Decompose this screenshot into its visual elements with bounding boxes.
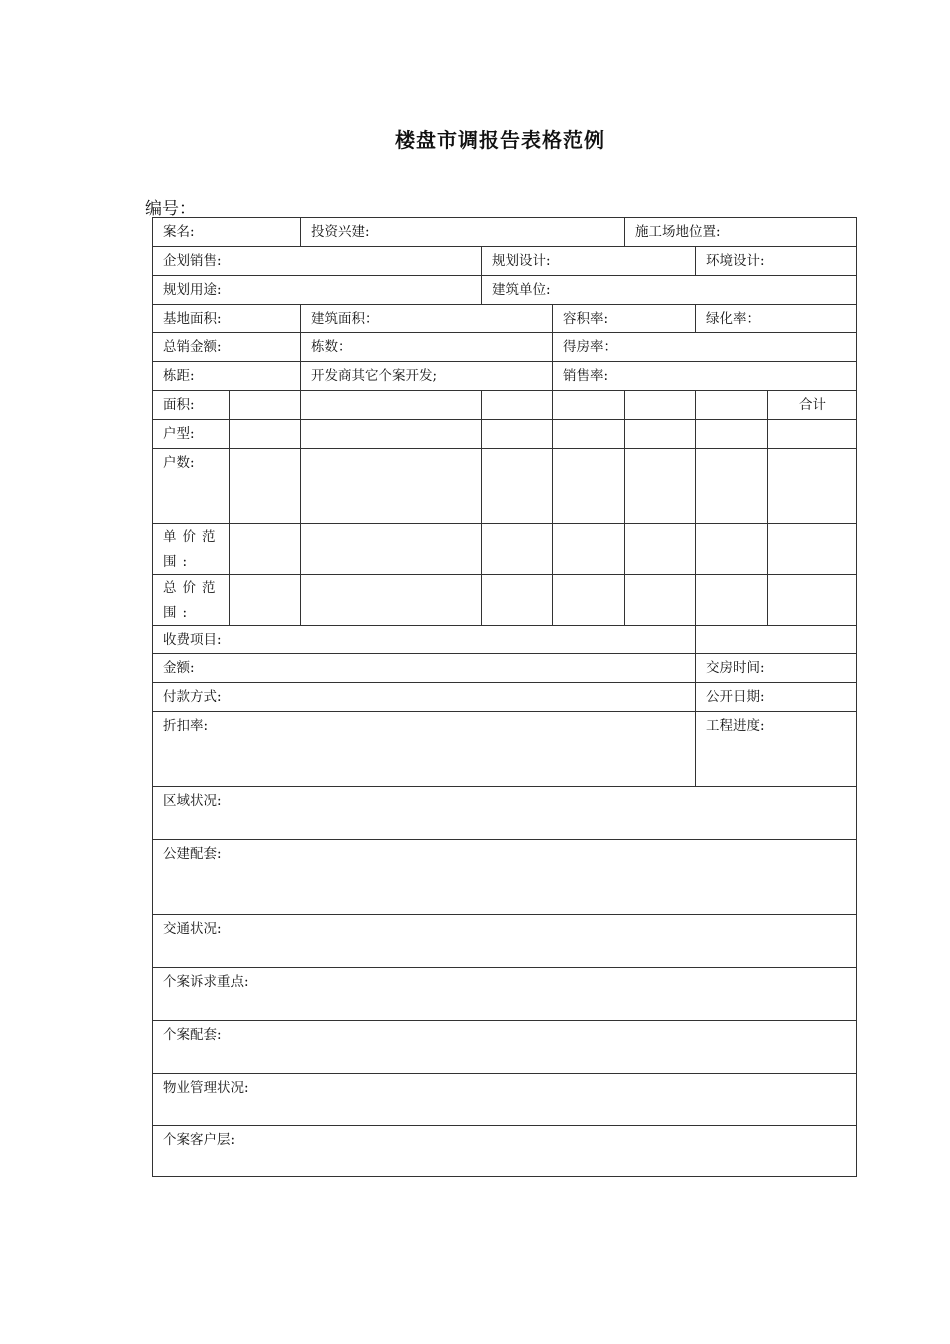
- base-area-field[interactable]: 基地面积:: [153, 305, 301, 333]
- case-name-field[interactable]: 案名:: [153, 218, 301, 247]
- serial-number-label: 编号：: [145, 199, 196, 219]
- construction-progress-field[interactable]: 工程进度:: [696, 712, 857, 787]
- total-label: 合计: [768, 391, 857, 420]
- property-management-field[interactable]: 物业管理状况:: [153, 1074, 857, 1126]
- survey-form-table: [152, 217, 857, 1177]
- grid-cell[interactable]: [696, 575, 768, 626]
- grid-cell[interactable]: [696, 391, 768, 420]
- grid-cell[interactable]: [696, 524, 768, 575]
- case-facilities-field[interactable]: 个案配套:: [153, 1021, 857, 1074]
- fee-items-extra-cell[interactable]: [696, 626, 857, 654]
- grid-cell[interactable]: [301, 449, 482, 524]
- sales-rate-field[interactable]: 销售率:: [553, 362, 857, 391]
- building-count-field[interactable]: 栋数：: [301, 333, 553, 362]
- fee-items-field[interactable]: 收费项目:: [153, 626, 696, 654]
- usable-ratio-field[interactable]: 得房率：: [553, 333, 857, 362]
- total-sales-field[interactable]: 总销金额:: [153, 333, 301, 362]
- total-price-range-label: 总价范围:: [153, 575, 230, 626]
- grid-cell[interactable]: [625, 449, 696, 524]
- page-title: 楼盘市调报告表格范例: [395, 128, 605, 152]
- customer-segment-field[interactable]: 个案客户层:: [163, 1132, 236, 1148]
- area-status-field[interactable]: 区域状况:: [153, 787, 857, 840]
- grid-cell[interactable]: [482, 449, 553, 524]
- payment-method-field[interactable]: 付款方式:: [153, 683, 696, 712]
- amount-field[interactable]: 金额:: [153, 654, 696, 683]
- investor-field[interactable]: 投资兴建:: [301, 218, 625, 247]
- grid-cell[interactable]: [230, 420, 301, 449]
- grid-cell[interactable]: [301, 391, 482, 420]
- grid-cell[interactable]: [482, 391, 553, 420]
- planning-design-field[interactable]: 规划设计:: [482, 247, 696, 276]
- grid-cell[interactable]: [482, 524, 553, 575]
- grid-cell[interactable]: [482, 575, 553, 626]
- grid-cell[interactable]: [553, 391, 625, 420]
- planning-use-field[interactable]: 规划用途:: [153, 276, 482, 305]
- unit-price-range-label: 单价范围:: [153, 524, 230, 575]
- plot-ratio-field[interactable]: 容积率:: [553, 305, 696, 333]
- planning-sales-field[interactable]: 企划销售:: [153, 247, 482, 276]
- grid-cell[interactable]: [625, 524, 696, 575]
- building-area-field[interactable]: 建筑面积：: [301, 305, 553, 333]
- grid-cell[interactable]: [625, 575, 696, 626]
- household-count-label: 户数:: [153, 449, 230, 524]
- grid-cell[interactable]: [768, 449, 857, 524]
- green-ratio-field[interactable]: 绿化率：: [696, 305, 857, 333]
- building-distance-field[interactable]: 栋距:: [153, 362, 301, 391]
- grid-cell[interactable]: [230, 575, 301, 626]
- grid-cell[interactable]: [301, 575, 482, 626]
- traffic-status-field[interactable]: 交通状况:: [153, 915, 857, 968]
- grid-cell[interactable]: [625, 420, 696, 449]
- developer-other-projects-field[interactable]: 开发商其它个案开发;: [301, 362, 553, 391]
- open-date-field[interactable]: 公开日期:: [696, 683, 857, 712]
- site-location-field[interactable]: 施工场地位置:: [625, 218, 857, 247]
- grid-cell[interactable]: [768, 420, 857, 449]
- discount-rate-field[interactable]: 折扣率:: [153, 712, 696, 787]
- grid-cell[interactable]: [553, 420, 625, 449]
- grid-cell[interactable]: [553, 575, 625, 626]
- grid-cell[interactable]: [230, 524, 301, 575]
- environment-design-field[interactable]: 环境设计:: [696, 247, 857, 276]
- grid-cell[interactable]: [301, 420, 482, 449]
- delivery-time-field[interactable]: 交房时间:: [696, 654, 857, 683]
- grid-cell[interactable]: [301, 524, 482, 575]
- grid-cell[interactable]: [553, 524, 625, 575]
- grid-cell[interactable]: [230, 391, 301, 420]
- grid-cell[interactable]: [553, 449, 625, 524]
- grid-cell[interactable]: [768, 575, 857, 626]
- unit-type-label: 户型:: [153, 420, 230, 449]
- grid-cell[interactable]: [696, 449, 768, 524]
- public-facilities-field[interactable]: 公建配套:: [153, 840, 857, 915]
- area-label: 面积:: [153, 391, 230, 420]
- grid-cell[interactable]: [230, 449, 301, 524]
- grid-cell[interactable]: [696, 420, 768, 449]
- grid-cell[interactable]: [482, 420, 553, 449]
- selling-points-field[interactable]: 个案诉求重点:: [153, 968, 857, 1021]
- construction-unit-field[interactable]: 建筑单位:: [482, 276, 857, 305]
- grid-cell[interactable]: [625, 391, 696, 420]
- grid-cell[interactable]: [768, 524, 857, 575]
